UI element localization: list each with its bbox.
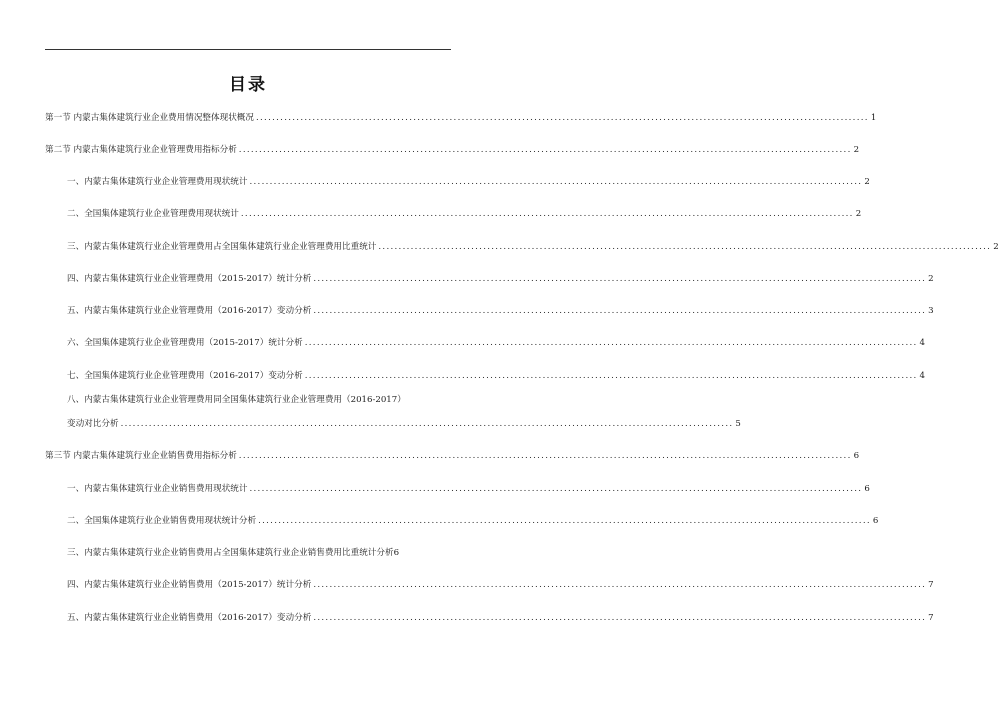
toc-dot-leader: ........................................................................................................................................................ bbox=[313, 580, 927, 590]
toc-dot-leader: ........................................................................................................................................................ bbox=[249, 177, 863, 187]
toc-entry-label: 七、全国集体建筑行业企业管理费用（2016-2017）变动分析 bbox=[67, 371, 303, 381]
toc-dot-leader: ........................................................................................................................................................ bbox=[120, 419, 734, 429]
toc-page-number: 4 bbox=[919, 338, 926, 348]
toc-entry-label: 一、内蒙古集体建筑行业企业销售费用现状统计 bbox=[67, 484, 248, 494]
toc-entry-label: 第二节 内蒙古集体建筑行业企业管理费用指标分析 bbox=[45, 145, 237, 155]
toc-dot-leader: ........................................................................................................................................................ bbox=[313, 274, 927, 284]
toc-dot-leader: ........................................................................................................................................................ bbox=[258, 516, 871, 526]
toc-entry[interactable] bbox=[67, 413, 741, 429]
toc-dot-leader: ........................................................................................................................................................ bbox=[304, 338, 918, 348]
toc-entry[interactable] bbox=[67, 332, 926, 348]
toc-entry[interactable] bbox=[67, 171, 870, 187]
toc-entry[interactable] bbox=[67, 365, 926, 381]
toc-entry-label: 三、内蒙古集体建筑行业企业销售费用占全国集体建筑行业企业销售费用比重统计分析 bbox=[67, 548, 394, 558]
toc-entry-label: 四、内蒙古集体建筑行业企业管理费用（2015-2017）统计分析 bbox=[67, 274, 312, 284]
toc-page-number: 1 bbox=[870, 113, 877, 123]
toc-entry-label: 四、内蒙古集体建筑行业企业销售费用（2015-2017）统计分析 bbox=[67, 580, 312, 590]
toc-entry-label: 二、全国集体建筑行业企业销售费用现状统计分析 bbox=[67, 516, 257, 526]
toc-entry[interactable] bbox=[67, 300, 934, 316]
toc-entry[interactable] bbox=[45, 445, 860, 461]
toc-dot-leader: ........................................................................................................................................................ bbox=[255, 113, 869, 123]
toc-entry[interactable] bbox=[67, 607, 934, 623]
toc-page-number: 2 bbox=[855, 209, 862, 219]
toc-entry[interactable] bbox=[45, 107, 877, 123]
toc-page-number: 5 bbox=[735, 419, 741, 429]
toc-entry[interactable] bbox=[67, 236, 999, 252]
toc-entry[interactable] bbox=[67, 203, 862, 219]
toc-entry-label: 六、全国集体建筑行业企业管理费用（2015-2017）统计分析 bbox=[67, 338, 303, 348]
toc-page-number: 2 bbox=[853, 145, 860, 155]
toc-entry-label: 变动对比分析 bbox=[67, 419, 119, 429]
toc-entry-label: 五、内蒙古集体建筑行业企业管理费用（2016-2017）变动分析 bbox=[67, 306, 312, 316]
toc-dot-leader: ........................................................................................................................................................ bbox=[304, 371, 918, 381]
toc-dot-leader: ........................................................................................................................................................ bbox=[378, 242, 992, 252]
toc-page-number: 6 bbox=[853, 451, 860, 461]
toc-page-number: 3 bbox=[928, 306, 934, 316]
toc-entry-label: 三、内蒙古集体建筑行业企业管理费用占全国集体建筑行业企业管理费用比重统计 bbox=[67, 242, 377, 252]
toc-entry[interactable] bbox=[67, 478, 870, 494]
toc-page-number: 6 bbox=[872, 516, 879, 526]
toc-entry-label: 二、全国集体建筑行业企业管理费用现状统计 bbox=[67, 209, 239, 219]
toc-page-number: 7 bbox=[928, 613, 934, 623]
toc-dot-leader: ........................................................................................................................................................ bbox=[313, 613, 927, 623]
toc-title: 目录 bbox=[229, 75, 267, 95]
toc-entry[interactable] bbox=[45, 139, 860, 155]
toc-dot-leader: ........................................................................................................................................................ bbox=[313, 306, 927, 316]
toc-entry[interactable] bbox=[67, 268, 934, 284]
toc-page-number: 2 bbox=[928, 274, 934, 284]
toc-entry-label: 第一节 内蒙古集体建筑行业企业费用情况整体现状概况 bbox=[45, 113, 254, 123]
toc-page-number: 4 bbox=[919, 371, 926, 381]
toc-entry[interactable] bbox=[67, 574, 934, 590]
toc-page-number: 6 bbox=[393, 548, 400, 558]
header-rule bbox=[45, 49, 451, 50]
toc-entry-label: 第三节 内蒙古集体建筑行业企业销售费用指标分析 bbox=[45, 451, 237, 461]
toc-entry[interactable] bbox=[67, 542, 450, 558]
toc-dot-leader: ........................................................................................................................................................ bbox=[238, 145, 852, 155]
toc-entry[interactable] bbox=[67, 389, 450, 405]
toc-page-number: 2 bbox=[864, 177, 870, 187]
toc-page-number: 2 bbox=[993, 242, 999, 252]
toc-entry-label: 五、内蒙古集体建筑行业企业销售费用（2016-2017）变动分析 bbox=[67, 613, 312, 623]
toc-dot-leader: ........................................................................................................................................................ bbox=[238, 451, 852, 461]
toc-page-number: 7 bbox=[928, 580, 934, 590]
toc-dot-leader: ........................................................................................................................................................ bbox=[240, 209, 854, 219]
toc-page-number: 6 bbox=[864, 484, 870, 494]
toc-entry-label: 八、内蒙古集体建筑行业企业管理费用同全国集体建筑行业企业管理费用（2016-2017） bbox=[67, 395, 406, 405]
toc-dot-leader: ........................................................................................................................................................ bbox=[249, 484, 863, 494]
toc-entry[interactable] bbox=[67, 510, 879, 526]
toc-entry-label: 一、内蒙古集体建筑行业企业管理费用现状统计 bbox=[67, 177, 248, 187]
